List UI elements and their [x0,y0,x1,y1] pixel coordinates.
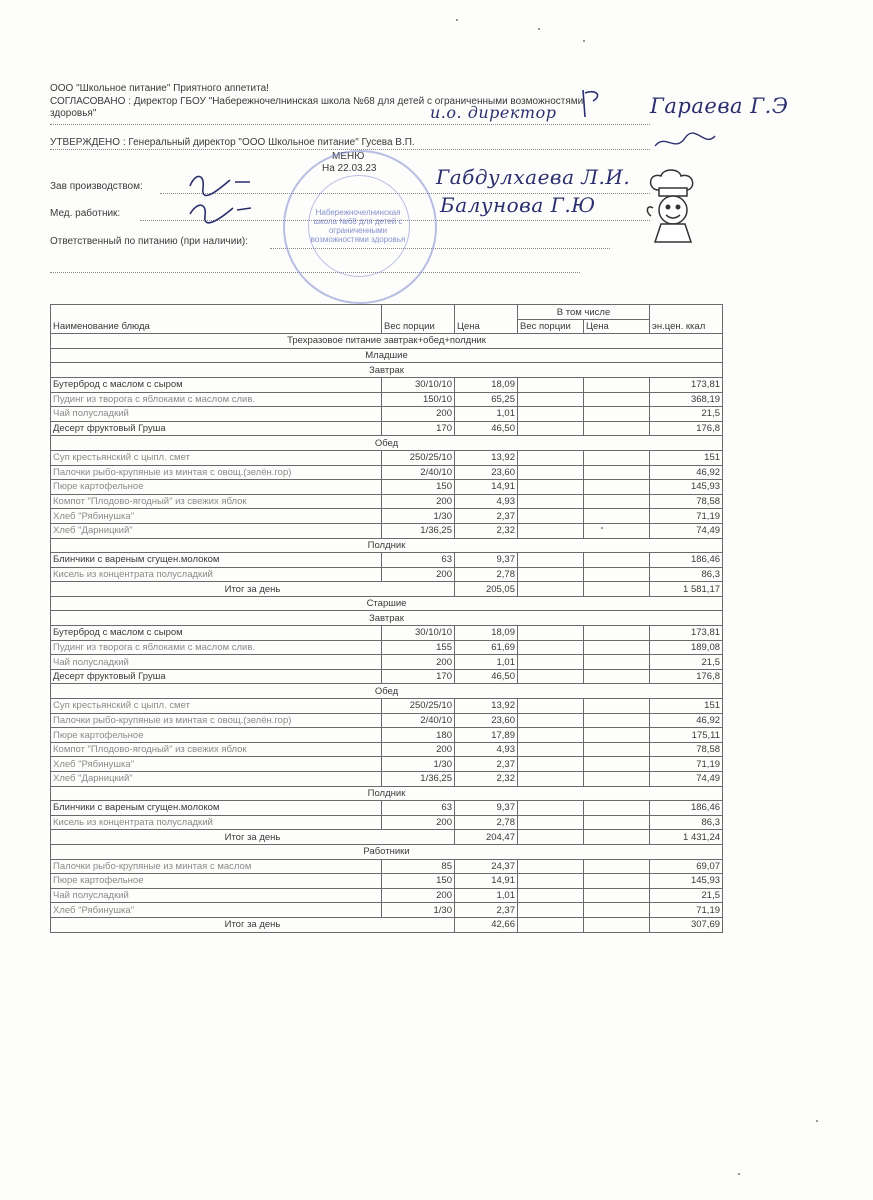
dish-energy: 186,46 [650,553,723,568]
incl-price-cell [584,859,650,874]
table-row [51,640,723,655]
incl-weight-cell [518,874,584,889]
incl-weight-cell [518,640,584,655]
incl-price-cell [584,757,650,772]
incl-weight-cell [518,523,584,538]
incl-weight-cell [518,903,584,918]
section-label: Трехразовое питание завтрак+обед+полдник [51,334,723,349]
dish-name: Пюре картофельное [51,874,382,889]
dish-name: Блинчики с вареным сгущен.молоком [51,801,382,816]
dish-price: 1,01 [455,888,518,903]
dish-name: Палочки рыбо-крупяные из минтая с овощ.(зелён.гор) [51,713,382,728]
dish-weight: 150 [382,480,455,495]
dish-weight: 250/25/10 [382,699,455,714]
dish-price: 1,01 [455,655,518,670]
director-role-signature: и.о. директор [430,103,557,122]
dish-energy: 186,46 [650,801,723,816]
dish-price: 13,92 [455,450,518,465]
section-label: Обед [51,684,723,699]
dish-price: 1,01 [455,407,518,422]
dish-name: Кисель из концентрата полусладкий [51,815,382,830]
director-initials-scribble [575,85,615,125]
dish-name: Палочки рыбо-крупяные из минтая с маслом [51,859,382,874]
dish-name: Бутерброд с маслом с сыром [51,626,382,641]
dish-energy: 74,49 [650,772,723,787]
incl-price-cell [584,392,650,407]
dish-price: 2,32 [455,523,518,538]
table-row [51,523,723,538]
table-row [51,655,723,670]
incl-weight-cell [518,655,584,670]
section-label: Полдник [51,786,723,801]
table-row [51,713,723,728]
dish-weight: 180 [382,728,455,743]
dish-name: Хлеб "Рябинушка" [51,509,382,524]
dish-name: Чай полусладкий [51,655,382,670]
dish-weight: 2/40/10 [382,713,455,728]
dish-name: Бутерброд с маслом с сыром [51,377,382,392]
section-row [51,538,723,553]
dish-weight: 30/10/10 [382,626,455,641]
dish-price: 9,37 [455,801,518,816]
dish-weight: 200 [382,494,455,509]
incl-price-cell [584,903,650,918]
incl-price-cell [584,567,650,582]
incl-weight-cell [518,509,584,524]
section-row [51,684,723,699]
dish-weight: 200 [382,407,455,422]
incl-price-cell [584,713,650,728]
table-row [51,509,723,524]
empty-cell [518,830,584,845]
section-label: Работники [51,844,723,859]
dish-name: Компот "Плодово-ягодный" из свежих яблок [51,742,382,757]
dish-energy: 21,5 [650,655,723,670]
dish-energy: 173,81 [650,377,723,392]
empty-cell [584,830,650,845]
section-label: Завтрак [51,363,723,378]
dish-weight: 1/30 [382,757,455,772]
dish-weight: 200 [382,888,455,903]
incl-weight-cell [518,757,584,772]
approved-scribble [650,128,720,158]
table-row [51,626,723,641]
dish-energy: 74,49 [650,523,723,538]
initials-scribbles [185,168,265,228]
header-incl: В том числе [518,305,650,320]
dish-price: 65,25 [455,392,518,407]
dish-price: 2,32 [455,772,518,787]
empty-cell [584,917,650,932]
incl-price-cell [584,815,650,830]
table-row [51,903,723,918]
dish-weight: 1/30 [382,509,455,524]
incl-price-cell [584,377,650,392]
dish-weight: 150 [382,874,455,889]
dish-weight: 250/25/10 [382,450,455,465]
total-label: Итог за день [51,917,455,932]
table-row [51,757,723,772]
incl-price-cell [584,421,650,436]
table-row [51,553,723,568]
section-row [51,786,723,801]
table-row [51,494,723,509]
dish-energy: 71,19 [650,903,723,918]
section-row [51,596,723,611]
section-row [51,334,723,349]
dish-weight: 63 [382,553,455,568]
dish-energy: 71,19 [650,757,723,772]
incl-price-cell [584,655,650,670]
incl-price-cell [584,465,650,480]
dish-price: 14,91 [455,480,518,495]
company-name: ООО "Школьное питание" Приятного аппетита! [50,83,269,94]
dish-weight: 63 [382,801,455,816]
section-row [51,348,723,363]
dish-name: Блинчики с вареным сгущен.молоком [51,553,382,568]
header-price: Цена [455,305,518,334]
header-name: Наименование блюда [51,305,382,334]
incl-price-cell [584,699,650,714]
total-energy: 1 581,17 [650,582,723,597]
dish-price: 2,37 [455,509,518,524]
dish-energy: 86,3 [650,815,723,830]
total-label: Итог за день [51,582,455,597]
dish-name: Пюре картофельное [51,728,382,743]
incl-weight-cell [518,421,584,436]
incl-price-cell [584,626,650,641]
menu-date: На 22.03.23 [322,163,377,174]
incl-weight-cell [518,699,584,714]
table-row [51,392,723,407]
incl-weight-cell [518,450,584,465]
total-label: Итог за день [51,830,455,845]
dish-weight: 1/36,25 [382,772,455,787]
dish-energy: 78,58 [650,494,723,509]
dish-price: 2,37 [455,757,518,772]
incl-price-cell [584,888,650,903]
table-row [51,888,723,903]
dish-name: Пудинг из творога с яблоками с маслом слив. [51,640,382,655]
incl-price-cell [584,669,650,684]
dish-energy: 21,5 [650,888,723,903]
dish-energy: 176,8 [650,669,723,684]
dish-price: 9,37 [455,553,518,568]
table-row [51,742,723,757]
dish-price: 2,78 [455,815,518,830]
dish-price: 23,60 [455,465,518,480]
dish-weight: 200 [382,815,455,830]
dish-energy: 175,11 [650,728,723,743]
dish-energy: 71,19 [650,509,723,524]
dish-name: Палочки рыбо-крупяные из минтая с овощ.(зелён.гор) [51,465,382,480]
section-row [51,436,723,451]
dish-energy: 145,93 [650,480,723,495]
dish-energy: 189,08 [650,640,723,655]
dish-name: Чай полусладкий [51,888,382,903]
dish-price: 17,89 [455,728,518,743]
dish-name: Пудинг из творога с яблоками с маслом слив. [51,392,382,407]
medic-signature: Балунова Г.Ю [440,193,596,217]
dish-price: 2,37 [455,903,518,918]
dish-weight: 170 [382,421,455,436]
total-energy: 307,69 [650,917,723,932]
total-energy: 1 431,24 [650,830,723,845]
incl-price-cell [584,494,650,509]
incl-price-cell [584,407,650,422]
dish-weight: 150/10 [382,392,455,407]
empty-cell [518,582,584,597]
table-row [51,567,723,582]
production-head-label: Зав производством: [50,181,143,192]
incl-weight-cell [518,465,584,480]
stamp-text: Набережночелнинская школа №68 для детей с ограниченными возможностями здоровья [310,208,406,244]
table-row [51,728,723,743]
approved-line: УТВЕРЖДЕНО : Генеральный директор "ООО Школьное питание" Гусева В.П. [50,137,415,148]
table-row [51,859,723,874]
dish-price: 2,78 [455,567,518,582]
incl-price-cell [584,772,650,787]
dish-name: Хлеб "Дарницкий" [51,523,382,538]
incl-weight-cell [518,772,584,787]
incl-price-cell [584,801,650,816]
dish-name: Пюре картофельное [51,480,382,495]
scan-speck [601,527,603,529]
table-row [51,377,723,392]
dish-energy: 21,5 [650,407,723,422]
section-row [51,363,723,378]
incl-weight-cell [518,377,584,392]
dish-name: Хлеб "Рябинушка" [51,903,382,918]
header-energy: эн.цен. ккал [650,305,723,334]
dish-name: Кисель из концентрата полусладкий [51,567,382,582]
incl-price-cell [584,509,650,524]
section-label: Полдник [51,538,723,553]
dish-name: Чай полусладкий [51,407,382,422]
section-row [51,611,723,626]
incl-weight-cell [518,815,584,830]
dish-price: 13,92 [455,699,518,714]
scan-speck [538,28,540,30]
incl-weight-cell [518,567,584,582]
incl-price-cell [584,553,650,568]
chef-logo-icon [643,168,703,248]
table-row [51,407,723,422]
table-row [51,421,723,436]
total-price: 204,47 [455,830,518,845]
total-price: 42,66 [455,917,518,932]
dish-price: 14,91 [455,874,518,889]
dish-energy: 173,81 [650,626,723,641]
dish-price: 4,93 [455,494,518,509]
section-label: Завтрак [51,611,723,626]
dish-name: Суп крестьянский с цыпл. смет [51,699,382,714]
section-row [51,844,723,859]
dish-energy: 176,8 [650,421,723,436]
dish-name: Компот "Плодово-ягодный" из свежих яблок [51,494,382,509]
incl-weight-cell [518,553,584,568]
table-row [51,801,723,816]
incl-weight-cell [518,392,584,407]
dish-energy: 46,92 [650,465,723,480]
dish-weight: 155 [382,640,455,655]
incl-price-cell [584,480,650,495]
dish-weight: 200 [382,742,455,757]
incl-weight-cell [518,801,584,816]
dish-weight: 170 [382,669,455,684]
dish-energy: 145,93 [650,874,723,889]
dish-energy: 151 [650,450,723,465]
table-row [51,465,723,480]
empty-cell [518,917,584,932]
dish-name: Десерт фруктовый Груша [51,669,382,684]
incl-price-cell [584,640,650,655]
total-row [51,917,723,932]
dish-name: Хлеб "Рябинушка" [51,757,382,772]
dish-energy: 151 [650,699,723,714]
incl-weight-cell [518,713,584,728]
scan-speck [456,19,458,21]
dish-name: Хлеб "Дарницкий" [51,772,382,787]
table-row [51,480,723,495]
dish-weight: 200 [382,567,455,582]
dish-price: 18,09 [455,626,518,641]
incl-weight-cell [518,494,584,509]
director-name-signature: Гараева Г.Э [650,94,789,118]
agreed-underline [50,124,650,125]
incl-weight-cell [518,669,584,684]
table-row [51,699,723,714]
incl-weight-cell [518,728,584,743]
table-row [51,669,723,684]
dish-energy: 86,3 [650,567,723,582]
dish-energy: 78,58 [650,742,723,757]
dish-energy: 368,19 [650,392,723,407]
scan-speck [738,1173,740,1175]
section-label: Обед [51,436,723,451]
incl-price-cell [584,874,650,889]
table-row [51,772,723,787]
incl-price-cell [584,728,650,743]
incl-price-cell [584,742,650,757]
dish-price: 46,50 [455,421,518,436]
responsible-label: Ответственный по питанию (при наличии): [50,236,249,247]
dish-energy: 46,92 [650,713,723,728]
table-row [51,450,723,465]
agreed-line-1: СОГЛАСОВАНО : Директор ГБОУ "Набережночелнинская школа №68 для детей с ограниченными возможностями [50,96,584,107]
dish-weight: 2/40/10 [382,465,455,480]
incl-weight-cell [518,742,584,757]
dish-energy: 69,07 [650,859,723,874]
total-row [51,582,723,597]
agreed-line-2: здоровья" [50,108,97,119]
dish-name: Суп крестьянский с цыпл. смет [51,450,382,465]
table-body [51,334,723,932]
section-label: Старшие [51,596,723,611]
scan-speck [583,40,585,42]
dish-name: Десерт фруктовый Груша [51,421,382,436]
incl-weight-cell [518,888,584,903]
header-incl-price: Цена [584,319,650,334]
incl-weight-cell [518,626,584,641]
dish-weight: 1/36,25 [382,523,455,538]
total-row [51,830,723,845]
incl-weight-cell [518,407,584,422]
table-row [51,874,723,889]
dish-price: 23,60 [455,713,518,728]
incl-price-cell [584,450,650,465]
dish-price: 46,50 [455,669,518,684]
header-incl-weight: Вес порции [518,319,584,334]
dish-price: 24,37 [455,859,518,874]
incl-weight-cell [518,859,584,874]
table-header [51,305,723,334]
table-row [51,815,723,830]
dish-weight: 1/30 [382,903,455,918]
dish-weight: 30/10/10 [382,377,455,392]
medic-label: Мед. работник: [50,208,121,219]
empty-cell [584,582,650,597]
incl-price-cell [584,523,650,538]
header-weight: Вес порции [382,305,455,334]
dish-weight: 85 [382,859,455,874]
section-label: Младшие [51,348,723,363]
production-head-signature: Габдулхаева Л.И. [436,165,631,189]
incl-weight-cell [518,480,584,495]
dish-price: 4,93 [455,742,518,757]
scan-speck [816,1120,818,1122]
menu-title: МЕНЮ [332,151,365,162]
total-price: 205,05 [455,582,518,597]
dish-weight: 200 [382,655,455,670]
dish-price: 18,09 [455,377,518,392]
dish-price: 61,69 [455,640,518,655]
menu-table [50,304,723,933]
